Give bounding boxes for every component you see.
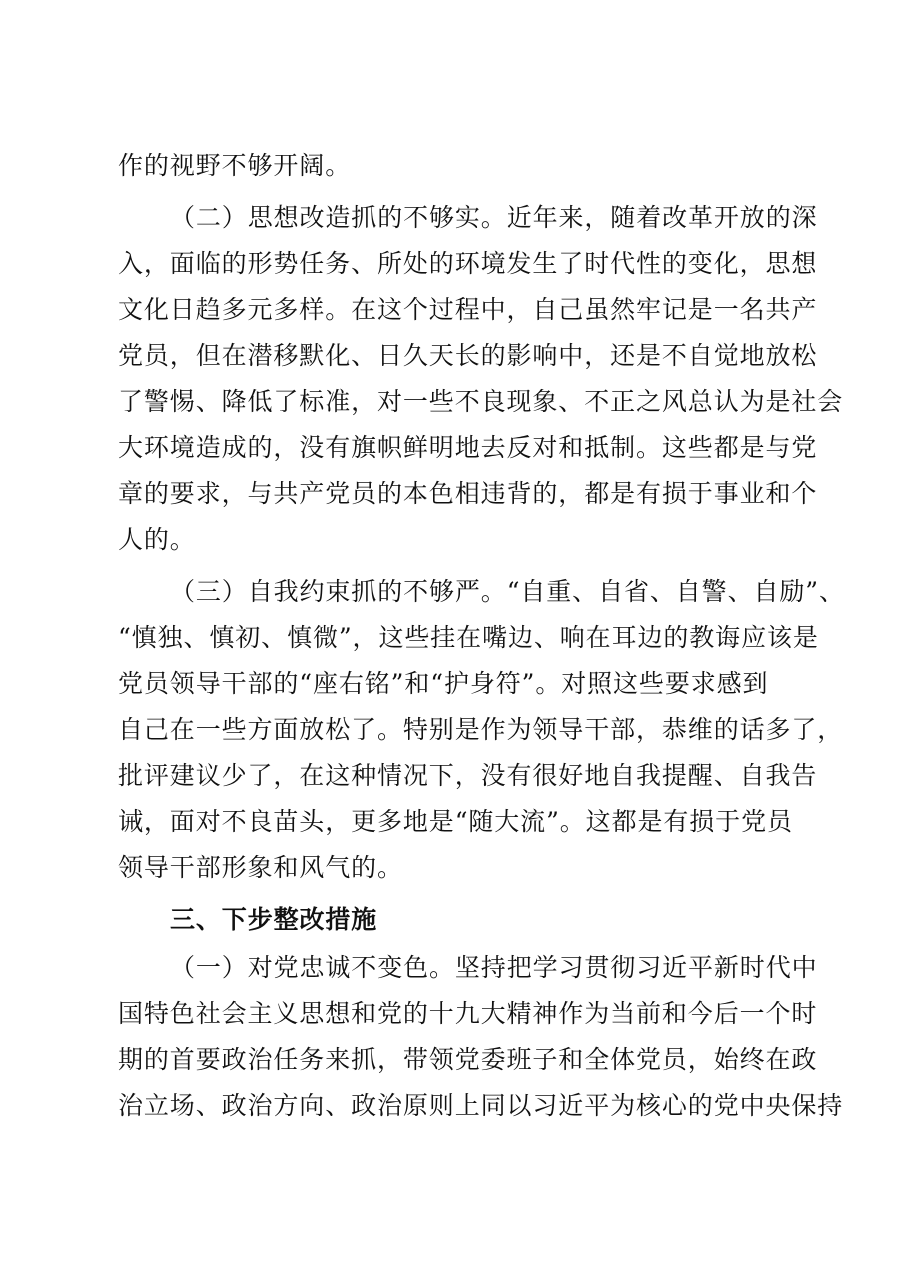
paragraph-line: （三）自我约束抓的不够严。“自重、自省、自警、自励”、 bbox=[170, 577, 845, 606]
paragraph-line: 诫，面对不良苗头，更多地是“随大流”。这都是有损于党员 bbox=[118, 807, 793, 836]
paragraph-line: 章的要求，与共产党员的本色相违背的，都是有损于事业和个 bbox=[118, 479, 818, 508]
paragraph-line: “慎独、慎初、慎微”，这些挂在嘴边、响在耳边的教诲应该是 bbox=[118, 623, 819, 652]
paragraph-line: 作的视野不够开阔。 bbox=[118, 151, 352, 180]
paragraph-line: 期的首要政治任务来抓，带领党委班子和全体党员，始终在政 bbox=[118, 1045, 818, 1074]
paragraph-line: 党员领导干部的“座右铭”和“护身符”。对照这些要求感到 bbox=[118, 669, 769, 698]
paragraph-line: 大环境造成的，没有旗帜鲜明地去反对和抵制。这些都是与党 bbox=[118, 433, 818, 462]
paragraph-line: （二）思想改造抓的不够实。近年来，随着改革开放的深 bbox=[170, 203, 818, 232]
paragraph-line: （一）对党忠诚不变色。坚持把学习贯彻习近平新时代中 bbox=[170, 953, 818, 982]
section-heading: 三、下步整改措施 bbox=[170, 905, 378, 934]
paragraph-line: 入，面临的形势任务、所处的环境发生了时代性的变化，思想 bbox=[118, 249, 818, 278]
paragraph-line: 文化日趋多元多样。在这个过程中，自己虽然牢记是一名共产 bbox=[118, 295, 818, 324]
paragraph-line: 治立场、政治方向、政治原则上同以习近平为核心的党中央保持 bbox=[118, 1091, 844, 1120]
paragraph-line: 国特色社会主义思想和党的十九大精神作为当前和今后一个时 bbox=[118, 999, 818, 1028]
paragraph-line: 了警惕、降低了标准，对一些不良现象、不正之风总认为是社会 bbox=[118, 387, 844, 416]
paragraph-line: 领导干部形象和风气的。 bbox=[118, 853, 403, 882]
paragraph-line: 自己在一些方面放松了。特别是作为领导干部，恭维的话多了， bbox=[118, 715, 844, 744]
paragraph-line: 人的。 bbox=[118, 525, 196, 554]
paragraph-line: 党员，但在潜移默化、日久天长的影响中，还是不自觉地放松 bbox=[118, 341, 818, 370]
paragraph-line: 批评建议少了，在这种情况下，没有很好地自我提醒、自我告 bbox=[118, 761, 818, 790]
